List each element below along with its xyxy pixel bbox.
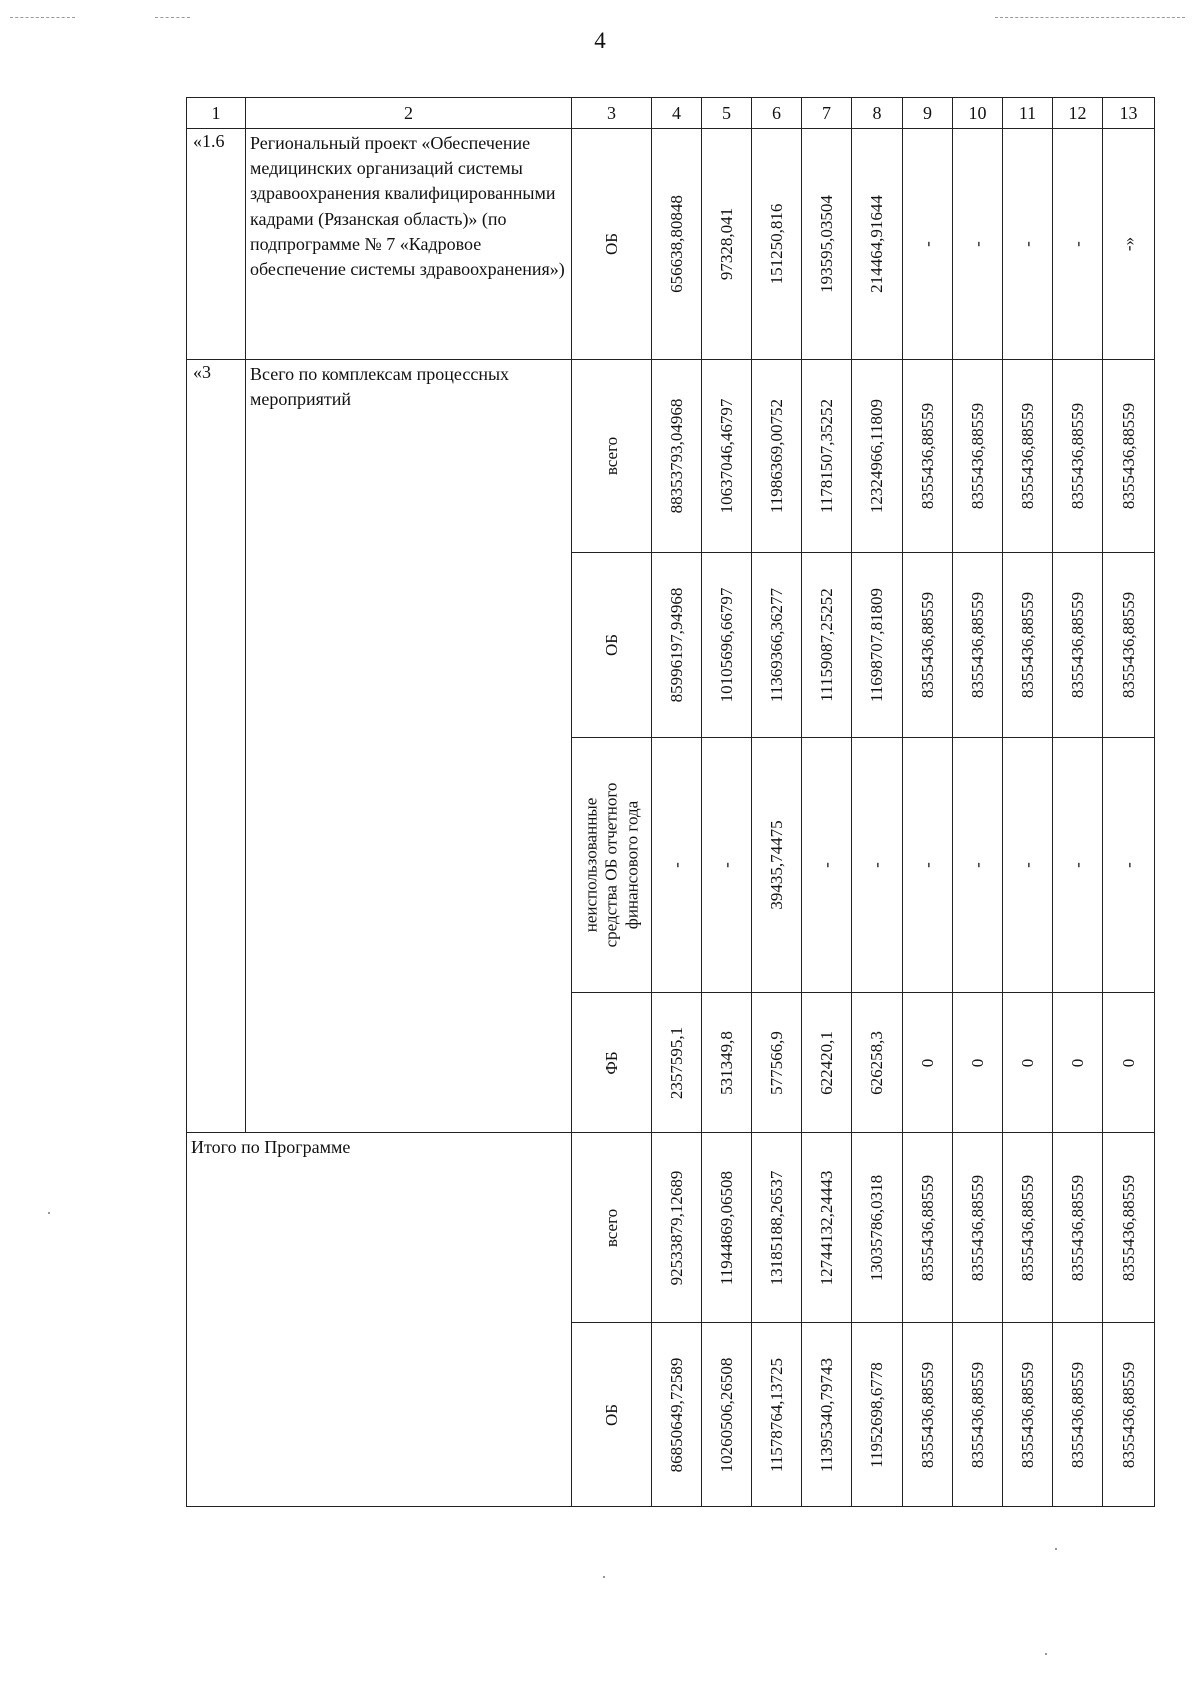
value-cell [903,993,953,1133]
value-text: 8355436,88559 [1017,591,1037,699]
value-cell [953,993,1003,1133]
row-name: Всего по комплексам процессных мероприятий [246,360,572,1133]
value-text: 11698707,81809 [867,587,886,703]
funding-source-label: всего [601,436,621,476]
value-text: 39435,74475 [766,820,786,910]
value-cell [1003,993,1053,1133]
value-text: 10637046,46797 [716,398,736,514]
funding-source-cell [572,553,652,738]
value-cell [903,738,953,993]
value-text: 11369366,36277 [766,587,786,703]
scan-speck [1055,1548,1057,1550]
value-text: 8355436,88559 [1067,1361,1087,1468]
value-text: 11159087,25252 [816,588,836,702]
value-text: 11986369,00752 [766,398,786,514]
value-cell [1103,1133,1155,1323]
value-cell [903,129,953,360]
value-cell [1103,993,1155,1133]
value-cell [802,738,852,993]
value-text: 12324966,11809 [867,398,886,514]
value-cell [1053,1323,1103,1507]
value-cell [852,360,903,553]
value-text: 8355436,88559 [1017,1361,1037,1468]
value-cell [852,1323,903,1507]
value-cell [702,360,752,553]
funding-source-label: ОБ [601,1403,621,1426]
value-text: - [917,862,937,868]
value-cell [1053,738,1103,993]
scan-speck [1045,1653,1047,1655]
value-cell [1003,1133,1053,1323]
value-cell [852,1133,903,1323]
value-cell [752,129,802,360]
value-cell [852,993,903,1133]
value-cell [1003,129,1053,360]
header-cell: 12 [1053,98,1103,129]
value-text: 12744132,24443 [816,1170,836,1285]
value-cell [852,129,903,360]
value-text: -» [1118,236,1138,252]
value-text: 0 [1067,1058,1087,1067]
value-cell [953,1133,1003,1323]
funding-source-label: ФБ [601,1050,621,1075]
value-text: 0 [967,1058,987,1067]
value-text: 531349,8 [716,1030,736,1095]
funding-source-label: всего [601,1208,621,1247]
value-text: 8355436,88559 [1067,591,1087,699]
value-text: 8355436,88559 [917,591,937,699]
value-cell [652,360,702,553]
row-name: Региональный проект «Обеспечение медицинских организаций системы здравоохранения квалифицированными кадрами (Рязанская область)» (по подпрограмме № 7 «Кадровое обеспечение системы здравоохранения») [246,129,572,360]
value-cell [1003,553,1053,738]
value-text: 8355436,88559 [1118,591,1138,699]
value-text: 577566,9 [766,1030,786,1095]
value-text: 656638,80848 [666,195,686,293]
value-text: 13035786,0318 [867,1174,886,1281]
funding-source-label: ОБ [601,232,621,256]
table-row [187,129,1155,360]
value-cell [752,993,802,1133]
value-text: 11578764,13725 [766,1357,786,1472]
value-text: 8355436,88559 [1017,402,1037,510]
value-cell [1053,553,1103,738]
value-text: 10260506,26508 [716,1357,736,1472]
funding-source-cell [572,1323,652,1507]
value-cell [752,1323,802,1507]
value-cell [652,129,702,360]
value-cell [1053,360,1103,553]
value-cell [802,993,852,1133]
value-cell [702,1133,752,1323]
value-text: 622420,1 [816,1030,836,1095]
header-cell: 11 [1003,98,1053,129]
value-cell [702,1323,752,1507]
value-cell [903,1323,953,1507]
value-text: 8355436,88559 [967,1174,987,1281]
value-cell [702,129,752,360]
page-number: 4 [594,28,606,53]
value-text: - [816,862,836,868]
value-text: 8355436,88559 [1017,1174,1037,1281]
value-cell [903,1133,953,1323]
value-cell [1103,360,1155,553]
value-text: 8355436,88559 [967,1361,987,1468]
scan-artifact-line [10,17,75,18]
header-cell: 9 [903,98,953,129]
value-text: 214464,91644 [867,195,886,293]
value-text: 0 [1017,1058,1037,1067]
value-text: - [666,862,686,868]
header-row [187,98,1155,129]
header-cell: 13 [1103,98,1155,129]
value-cell [1103,1323,1155,1507]
value-cell [852,738,903,993]
value-cell [802,129,852,360]
value-text: 8355436,88559 [917,1361,937,1468]
value-cell [953,1323,1003,1507]
funding-source-label: ОБ [601,633,621,657]
value-text: 8355436,88559 [917,1174,937,1281]
value-cell [802,1133,852,1323]
program-funding-table [186,97,1155,1507]
value-text: - [867,862,886,868]
header-cell: 6 [752,98,802,129]
value-cell [1053,129,1103,360]
value-cell [1003,360,1053,553]
value-cell [1053,1133,1103,1323]
value-text: 13185188,26537 [766,1170,786,1285]
value-text: - [1067,862,1087,868]
header-cell: 5 [702,98,752,129]
value-cell [1103,553,1155,738]
value-cell [1003,738,1053,993]
value-cell [1103,738,1155,993]
value-text: 193595,03504 [816,195,836,293]
value-cell [903,553,953,738]
header-cell: 4 [652,98,702,129]
value-text: 92533879,12689 [666,1170,686,1285]
value-text: 0 [1118,1058,1138,1067]
row-name: Итого по Программе [187,1133,572,1507]
value-text: 11781507,35252 [816,398,836,514]
value-text: - [716,862,736,868]
funding-source-cell [572,738,652,993]
value-cell [702,738,752,993]
value-cell [903,360,953,553]
value-text: - [967,241,987,247]
value-text: - [1118,862,1138,868]
value-text: 11395340,79743 [816,1357,836,1472]
value-text: 8355436,88559 [1067,402,1087,510]
value-cell [852,553,903,738]
value-text: 8355436,88559 [1118,1361,1138,1468]
value-cell [752,553,802,738]
header-cell: 7 [802,98,852,129]
value-cell [752,1133,802,1323]
value-text: - [1017,862,1037,868]
value-cell [652,738,702,993]
value-cell [953,360,1003,553]
value-cell [802,553,852,738]
funding-source-cell [572,129,652,360]
header-cell: 3 [572,98,652,129]
value-cell [652,1133,702,1323]
value-text: 10105696,66797 [716,587,736,703]
value-text: 97328,041 [716,207,736,281]
value-cell [802,360,852,553]
value-text: 8355436,88559 [1118,1174,1138,1281]
value-cell [652,1323,702,1507]
value-cell [702,553,752,738]
funding-source-label: неиспользованные средства ОБ отчетного финансового года [580,782,641,948]
value-text: 88353793,04968 [666,398,686,514]
value-text: - [967,862,987,868]
value-text: 11952698,6778 [867,1361,886,1468]
value-text: 11944869,06508 [716,1170,736,1285]
scan-artifact-line [155,17,190,18]
value-cell [802,1323,852,1507]
value-text: 8355436,88559 [967,591,987,699]
value-text: 85996197,94968 [666,587,686,703]
header-cell: 10 [953,98,1003,129]
value-cell [652,993,702,1133]
table-row [187,1133,1155,1323]
value-cell [652,553,702,738]
value-cell [953,129,1003,360]
value-text: 0 [917,1058,937,1067]
funding-source-cell [572,360,652,553]
scan-speck [48,1212,50,1214]
scan-speck [603,1576,605,1578]
funding-source-cell [572,993,652,1133]
value-cell [752,738,802,993]
value-text: 8355436,88559 [1118,402,1138,510]
funding-source-cell [572,1133,652,1323]
value-cell [1103,129,1155,360]
value-text: - [1017,241,1037,247]
header-cell: 2 [246,98,572,129]
header-cell: 1 [187,98,246,129]
value-text: 2357595,1 [666,1026,686,1099]
value-text: 8355436,88559 [1067,1174,1087,1281]
header-cell: 8 [852,98,903,129]
value-text: 86850649,72589 [666,1357,686,1472]
value-text: 151250,816 [766,203,786,285]
value-cell [1003,1323,1053,1507]
value-text: - [1067,241,1087,247]
value-text: - [917,241,937,247]
scan-artifact-line [995,17,1185,18]
value-text: 626258,3 [867,1030,886,1095]
table-row [187,360,1155,553]
value-cell [752,360,802,553]
value-text: 8355436,88559 [917,402,937,510]
value-cell [953,738,1003,993]
value-cell [702,993,752,1133]
value-cell [1053,993,1103,1133]
table-body [187,98,1155,1507]
value-text: 8355436,88559 [967,402,987,510]
row-code: «1.6 [187,129,246,360]
value-cell [953,553,1003,738]
row-code: «3 [187,360,246,1133]
